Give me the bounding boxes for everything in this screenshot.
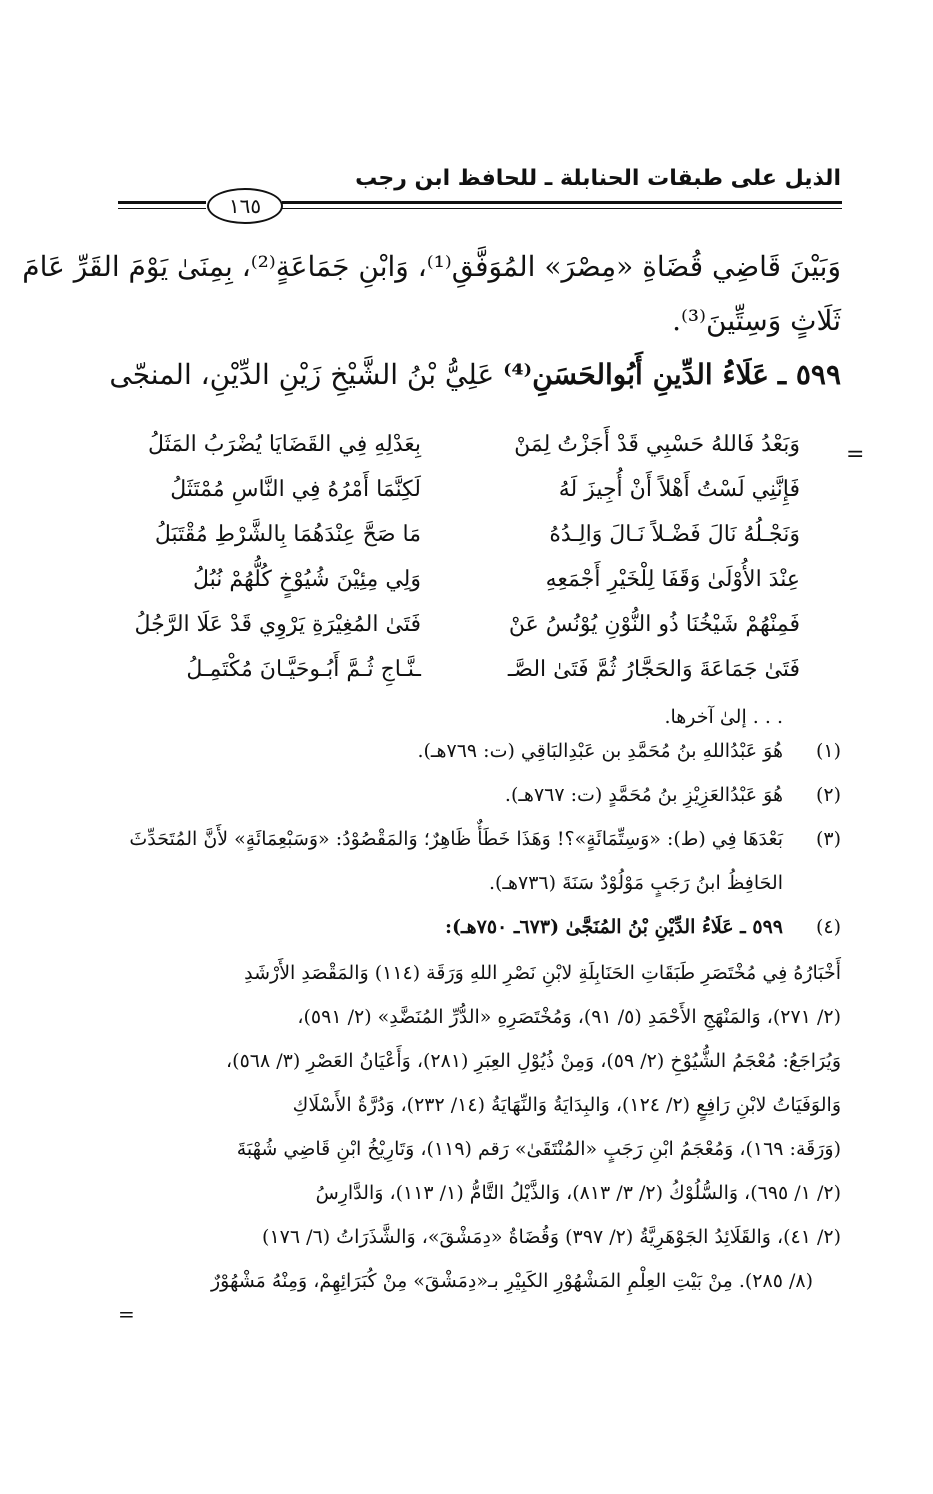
poem-ending: . . . إلىٰ آخرها. — [664, 706, 783, 728]
footnote-2-number: (٢) — [815, 784, 841, 806]
footnote-continuation-mark: = — [118, 1302, 135, 1326]
main-text-line-1: وَبَيْنَ قَاضِي قُضَاةِ «مِصْرَ» المُوَفَّقِ⁽¹⁾، وَابْنِ جَمَاعَةٍ⁽²⁾، بِمِنَىٰ يَوْمَ القَرِّ عَامَ — [22, 250, 841, 283]
verse-2-first: فَإِنَّنِي لَسْتُ أَهْلاً أَنْ أُجِيزَ لَهُ — [558, 477, 800, 502]
verse-4-first: عِنْدَ الأُوْلَىٰ وَقَفَا لِلْخَيْرِ أَجْمَعِهِ — [545, 567, 800, 592]
footnote-4-line-7: (٢/ ٤١)، وَالقَلَائِدُ الجَوْهَرِيَّةُ (٢/ ٣٩٧) وَقُضَاةُ «دِمَشْقَ»، وَالشَّذَرَاتُ (٦/ ١٧٦) — [262, 1226, 841, 1248]
header-rule-thin-left — [118, 208, 206, 209]
header-rule-thin-right — [282, 208, 842, 209]
footnote-2-text: هُوَ عَبْدُالعَزِيْزِ بنُ مُحَمَّدٍ (ت: ٧٦٧هـ). — [504, 784, 783, 806]
header-rule-left — [118, 201, 206, 204]
footnote-4-line-1: أَخْبَارُهُ فِي مُخْتَصَرِ طَبَقَاتِ الحَنَابِلَةِ لابْنِ نَصْرِ اللهِ وَرَقَة (١١٤) وَالمَقْصَدِ الأَرْشَدِ — [244, 962, 841, 984]
footnote-4-line-2: (٢/ ٢٧١)، وَالمَنْهَجِ الأَحْمَدِ (٥/ ٩١)، وَمُخْتَصَرِهِ «الدُّرِّ المُنَضَّدِ» (٢/ ٥٩١)، — [297, 1006, 841, 1028]
footnote-4-line-4: وَالوَفَيَاتُ لابْنِ رَافِعٍ (٢/ ١٢٤)، وَالبِدَايَةُ وَالنِّهَايَةُ (١٤/ ٢٣٢)، وَدُرَّةُ الأَسْلَاكِ — [292, 1094, 841, 1116]
verse-1-second: بِعَدْلِهِ فِي القَضَايَا يُضْرَبُ المَثَلُ — [147, 432, 421, 457]
page-number: ١٦٥ — [207, 188, 283, 224]
verse-3-second: مَا صَحَّ عِنْدَهُمَا بِالشَّرْطِ مُقْتَبَلُ — [154, 522, 421, 547]
footnote-1-text: هُوَ عَبْدُاللهِ بنُ مُحَمَّدِ بن عَبْدِالبَاقِي (ت: ٧٦٩هـ). — [417, 740, 783, 762]
footnote-3-number: (٣) — [815, 828, 841, 850]
verse-4-second: وَلِي مِئِيْنَ شُيُوْخٍ كُلُّهُمْ نُبُلُ — [192, 567, 421, 592]
footnote-4-number: (٤) — [815, 916, 841, 938]
continuation-marker: = — [846, 442, 865, 467]
footnote-4-line-5: (وَرَقَة: ١٦٩)، وَمُعْجَمُ ابْنِ رَجَبٍ «المُنْتَقَىٰ» رَقم (١١٩)، وَتَارِيْخُ ابْنِ قَاضِي شُهْبَةَ — [236, 1138, 841, 1160]
verse-2-second: لَكِنَّمَا أَمْرُهُ فِي النَّاسِ مُمْتَثَلُ — [170, 477, 421, 502]
header-rule-right — [282, 201, 842, 204]
footnote-4-heading: ٥٩٩ ـ عَلَاءُ الدِّيْنِ بْنُ المُنَجَّىٰ (٦٧٣ـ ٧٥٠هـ): — [445, 916, 783, 938]
verse-5-second: فَتَىٰ المُغِيْرَةِ يَرْوِي قَدْ عَلَا الرَّجُلُ — [134, 612, 421, 637]
footnote-4-line-3: وَيُرَاجَعُ: مُعْجَمُ الشُّيُوْخِ (٢/ ٥٩)، وَمِنْ ذُيُوْلِ العِبَرِ (٢٨١)، وَأَعْيَانُ العَصْرِ (٣/ ٥٦٨)، — [226, 1050, 841, 1072]
footnote-4-line-8: (٨/ ٢٨٥). مِنْ بَيْتِ العِلْمِ المَشْهُوْرِ الكَبِيْرِ بـ«دِمَشْقَ» مِنْ كُبَرَائِهِمْ، وَمِنْهُ مَشْهُوْرٌ — [210, 1270, 813, 1292]
entry-name: عَلَاءُ الدِّينِ أَبُوالحَسَنِ⁽⁴⁾ — [503, 358, 770, 391]
running-header: الذيل على طبقات الحنابلة ـ للحافظ ابن رجب — [355, 166, 841, 191]
verse-1-first: وَبَعْدُ فَاللهُ حَسْبِي قَدْ أَجَزْتُ لِمَنْ — [514, 432, 800, 457]
main-text-line-2: ثَلَاثٍ وَسِتِّينَ⁽³⁾. — [672, 304, 841, 337]
entry-number: ٥٩٩ ـ — [777, 358, 841, 391]
footnote-3-text: بَعْدَهَا فِي (ط): «وَسِتِّمَائَةٍ»؟! وَهَذَا خَطَأٌ ظَاهِرٌ؛ وَالمَقْصُوْدُ: «وَسَبْعِمَائَةٍ» لأَنَّ المُتَحَدِّثَ — [129, 828, 783, 850]
verse-3-first: وَنَجْـلُهُ نَالَ فَضْـلاً نَـالَ وَالِـدُهُ — [549, 522, 800, 547]
footnote-3-continuation: الحَافِظُ ابنُ رَجَبٍ مَوْلُوْدٌ سَنَةَ (٧٣٦هـ). — [488, 872, 783, 894]
entry-heading — [109, 358, 841, 391]
verse-5-first: فَمِنْهُمْ شَيْخُنَا ذُو النُّوْنِ يُوْنُسُ عَنْ — [508, 612, 800, 637]
entry-rest: عَلِيُّ بْنُ الشَّيْخِ زَيْنِ الدِّيْنِ، المنجّى — [109, 358, 495, 391]
footnote-1-number: (١) — [815, 740, 841, 762]
verse-6-second: ـنَّـاجِ ثُـمَّ أَبُـوحَيَّـانَ مُكْتَمِـلُ — [186, 657, 421, 682]
verse-6-first: فَتَىٰ جَمَاعَةَ وَالحَجَّارُ ثُمَّ فَتَىٰ الصَّـ — [507, 657, 800, 682]
footnote-4-line-6: (٢/ ١/ ٦٩٥)، وَالسُّلُوْكُ (٢/ ٣/ ٨١٣)، وَالذَّيْلُ التَّامُّ (١/ ١١٣)، وَالدَّارِسُ — [315, 1182, 841, 1204]
